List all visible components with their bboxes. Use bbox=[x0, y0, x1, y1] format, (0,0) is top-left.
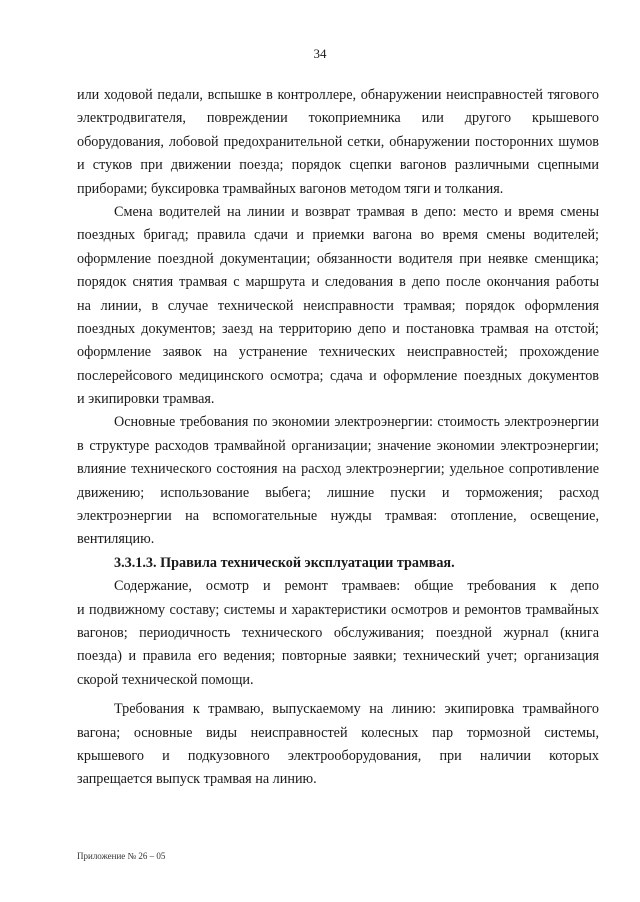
text-line: вагонов; периодичность технического обслуживания; поездной журнал (книга bbox=[77, 624, 599, 641]
text-line: Содержание, осмотр и ремонт трамваев: общие требования к депо bbox=[114, 578, 599, 595]
text-line: электроэнергии на вспомогательные нужды трамвая: отопление, освещение, bbox=[77, 508, 599, 525]
text-line: и подвижному составу; системы и характеристики осмотров и ремонтов трамвайных bbox=[77, 601, 599, 618]
text-line: и стуков при движении поезда; порядок сцепки вагонов различными сцепными bbox=[77, 157, 599, 174]
text-line: скорой технической помощи. bbox=[77, 671, 254, 688]
text-line: электродвигателя, повреждении токоприемника или другого крышевого bbox=[77, 110, 599, 127]
text-line: крышевого и подкузовного электрооборудования, при наличии которых bbox=[77, 747, 599, 764]
text-line: оформление поездной документации; обязанности водителя при неявке сменщика; bbox=[77, 250, 599, 267]
text-line: Основные требования по экономии электроэнергии: стоимость электроэнергии bbox=[114, 414, 599, 431]
text-line: оборудования, лобовой предохранительной сетки, обнаружении посторонних шумов bbox=[77, 133, 599, 150]
text-line: влияние технического состояния на расход электроэнергии; удельное сопротивление bbox=[77, 461, 599, 478]
text-line: в структуре расходов трамвайной организации; значение экономии электроэнергии; bbox=[77, 437, 599, 454]
text-line: движению; использование выбега; лишние пуски и торможения; расход bbox=[77, 484, 599, 501]
text-line: поездных документов; заезд на территорию депо и постановка трамвая на отстой; bbox=[77, 320, 599, 337]
footer-note: Приложение № 26 – 05 bbox=[77, 851, 166, 861]
text-line: вагона; основные виды неисправностей колесных пар тормозной системы, bbox=[77, 724, 599, 741]
page-number: 34 bbox=[313, 46, 327, 61]
text-line: вентиляцию. bbox=[77, 531, 155, 548]
text-line: послерейсового медицинского осмотра; сдача и оформление поездных документов bbox=[77, 367, 599, 384]
text-line: Требования к трамваю, выпускаемому на линию: экипировка трамвайного bbox=[114, 701, 599, 718]
text-line: поезда) и правила его ведения; повторные заявки; технический учет; организация bbox=[77, 648, 599, 665]
text-line: запрещается выпуск трамвая на линию. bbox=[77, 771, 317, 788]
text-line: или ходовой педали, вспышке в контроллере, обнаружении неисправностей тягового bbox=[77, 87, 599, 103]
document-body bbox=[77, 84, 599, 792]
text-line: приборами; буксировка трамвайных вагонов методом тяги и толкания. bbox=[77, 180, 504, 197]
text-line: оформление заявок на устранение технических неисправностей; прохождение bbox=[77, 344, 599, 361]
text-line: Смена водителей на линии и возврат трамвая в депо: место и время смены bbox=[114, 203, 599, 220]
text-line: поездных бригад; правила сдачи и приемки вагона во время смены водителей; bbox=[77, 227, 599, 244]
text-line: и экипировки трамвая. bbox=[77, 391, 215, 408]
section-heading: 3.3.1.3. Правила технической эксплуатации трамвая. bbox=[114, 554, 455, 571]
text-line: порядок снятия трамвая с маршрута и следования в депо после окончания работы bbox=[77, 274, 599, 291]
text-line: на линии, в случае технической неисправности трамвая; порядок оформления bbox=[77, 297, 599, 314]
